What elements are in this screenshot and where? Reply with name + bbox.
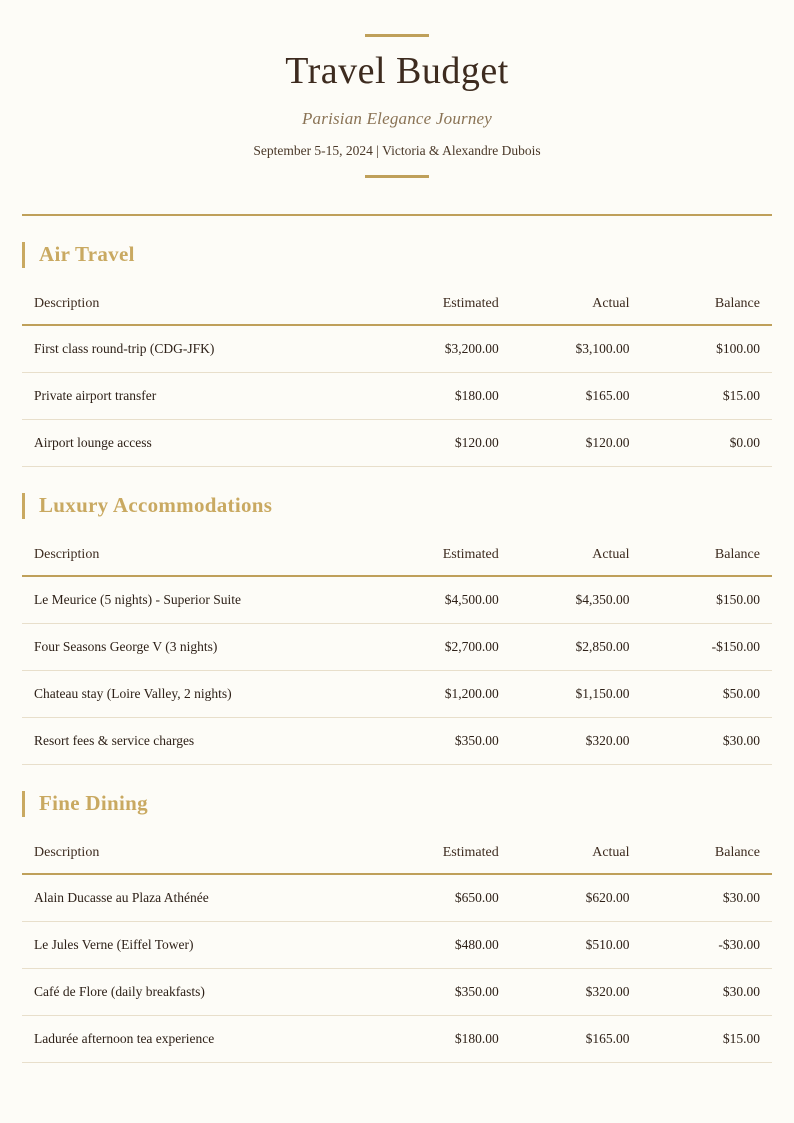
column-header-description: Description	[22, 541, 368, 576]
table-row	[22, 874, 772, 922]
section-title: Air Travel	[39, 242, 135, 267]
column-header-actual: Actual	[499, 290, 630, 325]
cell-actual: $120.00	[499, 419, 630, 466]
column-header-actual: Actual	[499, 839, 630, 874]
column-header-description: Description	[22, 290, 368, 325]
table-row	[22, 576, 772, 624]
table-row	[22, 372, 772, 419]
cell-actual: $320.00	[499, 968, 630, 1015]
cell-balance: $0.00	[630, 419, 772, 466]
cell-estimated: $4,500.00	[368, 576, 499, 624]
cell-balance: $30.00	[630, 968, 772, 1015]
budget-table	[22, 290, 772, 467]
table-row	[22, 717, 772, 764]
title-bottom-rule	[365, 175, 429, 178]
cell-actual: $165.00	[499, 372, 630, 419]
document-meta-line: September 5-15, 2024 | Victoria & Alexandre Dubois	[253, 142, 541, 158]
table-header-row	[22, 541, 772, 576]
table-row	[22, 419, 772, 466]
header-divider	[22, 214, 772, 216]
column-header-balance: Balance	[630, 839, 772, 874]
column-header-estimated: Estimated	[368, 541, 499, 576]
cell-balance: -$30.00	[630, 921, 772, 968]
cell-balance: $50.00	[630, 670, 772, 717]
cell-description: Café de Flore (daily breakfasts)	[22, 968, 368, 1015]
cell-description: Le Jules Verne (Eiffel Tower)	[22, 921, 368, 968]
cell-description: Ladurée afternoon tea experience	[22, 1015, 368, 1062]
table-row	[22, 968, 772, 1015]
cell-balance: $30.00	[630, 874, 772, 922]
cell-estimated: $650.00	[368, 874, 499, 922]
column-header-balance: Balance	[630, 290, 772, 325]
cell-estimated: $350.00	[368, 717, 499, 764]
cell-balance: $15.00	[630, 1015, 772, 1062]
document-header	[22, 0, 772, 178]
cell-estimated: $350.00	[368, 968, 499, 1015]
budget-section	[22, 493, 772, 765]
cell-balance: -$150.00	[630, 623, 772, 670]
cell-balance: $15.00	[630, 372, 772, 419]
section-heading	[22, 791, 772, 817]
table-row	[22, 921, 772, 968]
sections-container	[22, 242, 772, 1063]
section-heading	[22, 493, 772, 519]
budget-table	[22, 541, 772, 765]
column-header-estimated: Estimated	[368, 839, 499, 874]
cell-estimated: $180.00	[368, 372, 499, 419]
budget-section	[22, 242, 772, 467]
cell-actual: $1,150.00	[499, 670, 630, 717]
section-heading	[22, 242, 772, 268]
cell-estimated: $1,200.00	[368, 670, 499, 717]
cell-description: Private airport transfer	[22, 372, 368, 419]
cell-estimated: $2,700.00	[368, 623, 499, 670]
cell-description: Le Meurice (5 nights) - Superior Suite	[22, 576, 368, 624]
column-header-estimated: Estimated	[368, 290, 499, 325]
section-title: Luxury Accommodations	[39, 493, 273, 518]
cell-actual: $510.00	[499, 921, 630, 968]
title-top-rule	[365, 34, 429, 37]
budget-section	[22, 791, 772, 1063]
table-row	[22, 623, 772, 670]
section-accent-bar	[22, 791, 25, 817]
section-title: Fine Dining	[39, 791, 148, 816]
cell-description: Chateau stay (Loire Valley, 2 nights)	[22, 670, 368, 717]
table-row	[22, 670, 772, 717]
cell-actual: $2,850.00	[499, 623, 630, 670]
table-row	[22, 325, 772, 373]
budget-table	[22, 839, 772, 1063]
cell-estimated: $180.00	[368, 1015, 499, 1062]
table-header-row	[22, 839, 772, 874]
cell-estimated: $120.00	[368, 419, 499, 466]
cell-description: Airport lounge access	[22, 419, 368, 466]
cell-actual: $620.00	[499, 874, 630, 922]
cell-actual: $165.00	[499, 1015, 630, 1062]
table-header-row	[22, 290, 772, 325]
column-header-balance: Balance	[630, 541, 772, 576]
section-accent-bar	[22, 493, 25, 519]
table-row	[22, 1015, 772, 1062]
cell-estimated: $480.00	[368, 921, 499, 968]
cell-description: Resort fees & service charges	[22, 717, 368, 764]
section-accent-bar	[22, 242, 25, 268]
column-header-actual: Actual	[499, 541, 630, 576]
cell-actual: $4,350.00	[499, 576, 630, 624]
cell-estimated: $3,200.00	[368, 325, 499, 373]
cell-description: Alain Ducasse au Plaza Athénée	[22, 874, 368, 922]
document-subtitle: Parisian Elegance Journey	[301, 108, 493, 128]
cell-actual: $320.00	[499, 717, 630, 764]
page-title: Travel Budget	[285, 50, 509, 92]
cell-balance: $30.00	[630, 717, 772, 764]
cell-balance: $100.00	[630, 325, 772, 373]
column-header-description: Description	[22, 839, 368, 874]
cell-description: First class round-trip (CDG-JFK)	[22, 325, 368, 373]
cell-actual: $3,100.00	[499, 325, 630, 373]
cell-description: Four Seasons George V (3 nights)	[22, 623, 368, 670]
cell-balance: $150.00	[630, 576, 772, 624]
